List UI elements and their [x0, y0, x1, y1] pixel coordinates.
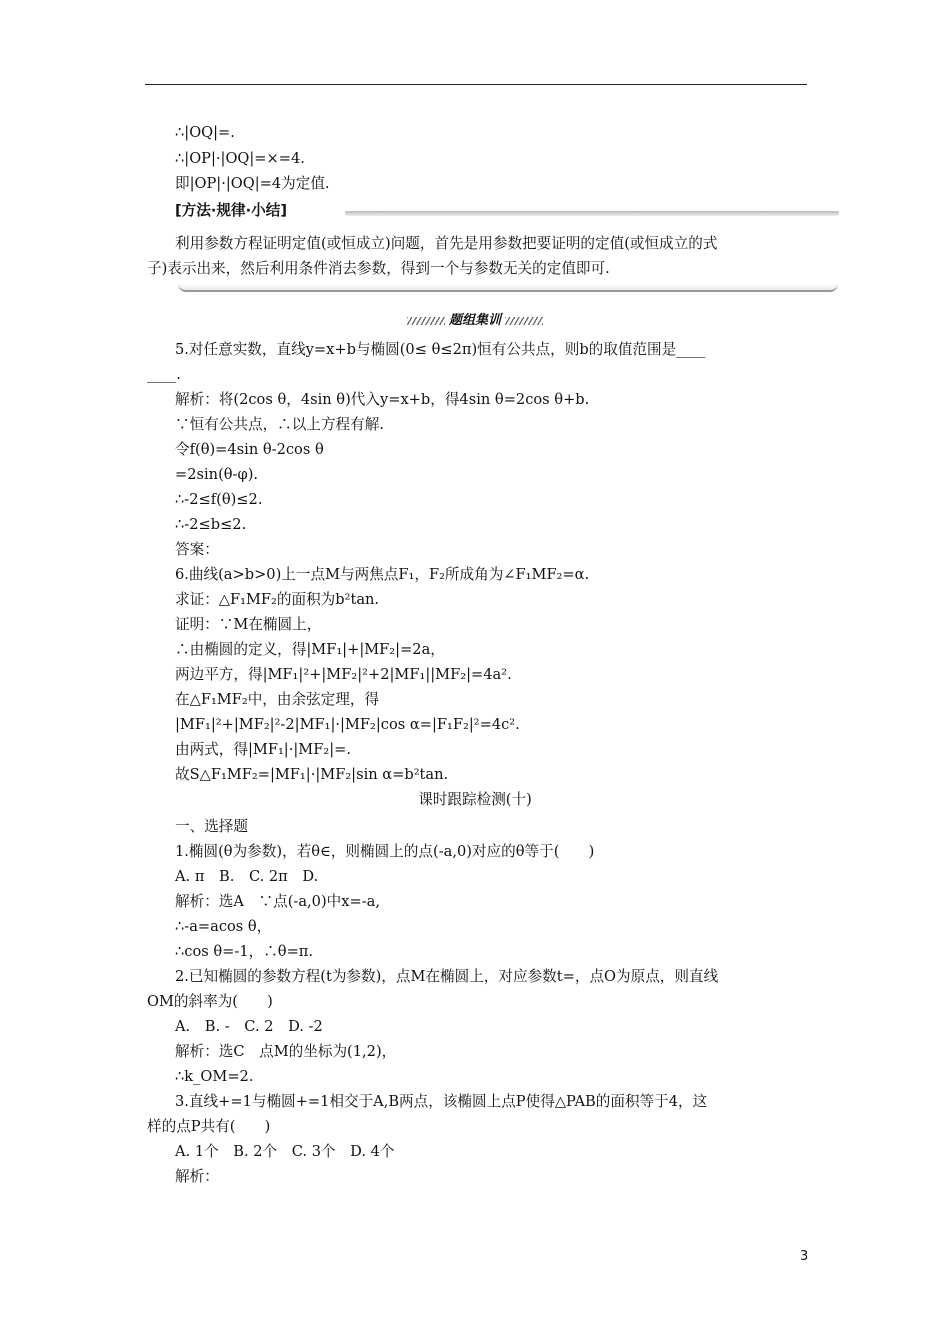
decorative-hatch-right	[505, 317, 543, 325]
text-line: 6.曲线(a>b>0)上一点M与两焦点F₁，F₂所成角为∠F₁MF₂=α.	[175, 566, 590, 583]
text-line: ∴|OP|·|OQ|=×=4.	[175, 150, 305, 167]
group-practice-title	[0, 309, 950, 328]
text-line: |MF₁|²+|MF₂|²-2|MF₁|·|MF₂|cos α=|F₁F₂|²=4c².	[175, 716, 520, 733]
text-line: A. π B. C. 2π D.	[175, 868, 319, 885]
text-line: ∴由椭圆的定义，得|MF₁|+|MF₂|=2a，	[175, 641, 445, 658]
text-line: 故S△F₁MF₂=|MF₁|·|MF₂|sin α=b²tan.	[175, 766, 449, 783]
header-rule	[145, 84, 807, 85]
text-line: 3.直线+=1与椭圆+=1相交于A,B两点，该椭圆上点P使得△PAB的面积等于4，这	[175, 1093, 708, 1110]
method-box-border	[178, 284, 838, 292]
group-practice-label: 题组集训	[448, 313, 501, 328]
text-line: 样的点P共有( )	[147, 1118, 271, 1135]
text-line: 两边平方，得|MF₁|²+|MF₂|²+2|MF₁||MF₂|=4a².	[175, 666, 512, 683]
section-title: 课时跟踪检测(十)	[418, 791, 532, 808]
text-line: ∴k_OM=2.	[175, 1068, 254, 1085]
text-line: 解析：将(2cos θ，4sin θ)代入y=x+b，得4sin θ=2cos θ+b.	[175, 391, 590, 408]
text-line: 2.已知椭圆的参数方程(t为参数)，点M在椭圆上，对应参数t=，点O为原点，则直线	[175, 968, 719, 985]
text-line: OM的斜率为( )	[147, 993, 273, 1010]
text-line: 5.对任意实数，直线y=x+b与椭圆(0≤ θ≤2π)恒有公共点，则b的取值范围是____	[175, 341, 706, 358]
text-line: 解析：选A ∵点(-a,0)中x=-a,	[175, 893, 380, 910]
text-line: ∴|OQ|=.	[175, 124, 235, 141]
method-summary-rule	[345, 211, 839, 216]
text-line: 解析：选C 点M的坐标为(1,2)，	[175, 1043, 397, 1060]
text-line: 由两式，得|MF₁|·|MF₂|=.	[175, 741, 351, 758]
text-line: 一、选择题	[175, 818, 248, 835]
text-line: =2sin(θ-φ).	[175, 466, 259, 483]
page-number: 3	[800, 1249, 809, 1264]
method-text: 利用参数方程证明定值(或恒成立)问题，首先是用参数把要证明的定值(或恒成立的式	[175, 235, 718, 252]
text-line: A. B. - C. 2 D. -2	[175, 1018, 323, 1035]
method-text: 子)表示出来，然后利用条件消去参数，得到一个与参数无关的定值即可.	[147, 260, 610, 277]
text-line: 即|OP|·|OQ|=4为定值.	[175, 175, 330, 192]
text-line: ____.	[147, 366, 181, 383]
decorative-hatch-left	[407, 317, 445, 325]
text-line: ∴-2≤b≤2.	[175, 516, 247, 533]
text-line: 答案：	[175, 541, 219, 558]
method-summary-header	[175, 201, 847, 223]
text-line: ∵恒有公共点，∴以上方程有解.	[175, 416, 384, 433]
text-line: 在△F₁MF₂中，由余弦定理，得	[175, 691, 380, 708]
text-line: 求证：△F₁MF₂的面积为b²tan.	[175, 591, 380, 608]
text-line: 证明：∵M在椭圆上，	[175, 616, 322, 633]
text-line: ∴-a=acos θ，	[175, 918, 272, 935]
text-line: A. 1个 B. 2个 C. 3个 D. 4个	[175, 1143, 395, 1160]
text-line: ∴cos θ=-1，∴θ=π.	[175, 943, 314, 960]
text-line: 解析：	[175, 1168, 219, 1185]
text-line: 1.椭圆(θ为参数)，若θ∈，则椭圆上的点(-a,0)对应的θ等于( )	[175, 843, 595, 860]
method-summary-title: [方法·规律·小结]	[175, 202, 287, 219]
text-line: 令f(θ)=4sin θ-2cos θ	[175, 441, 324, 458]
text-line: ∴-2≤f(θ)≤2.	[175, 491, 263, 508]
